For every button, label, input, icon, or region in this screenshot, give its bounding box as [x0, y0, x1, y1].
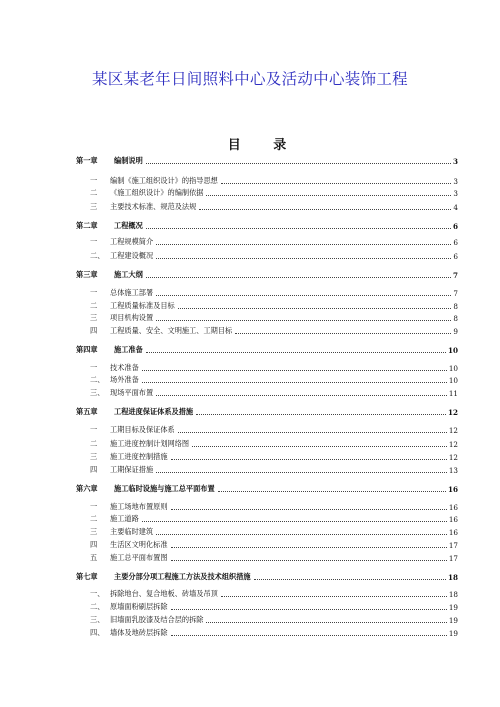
page-number: 3	[453, 189, 458, 198]
entry-label: 施工进度控制措施	[110, 452, 168, 461]
document-title: 某区某老年日间照料中心及活动中心装饰工程	[91, 70, 408, 88]
toc-section-entry[interactable]	[76, 425, 458, 435]
toc-section-entry[interactable]	[76, 439, 458, 449]
toc-section-entry[interactable]	[76, 176, 458, 186]
page-number: 16	[447, 485, 458, 494]
toc-section-entry[interactable]	[76, 251, 458, 261]
entry-number: 第四章	[76, 345, 98, 354]
entry-number: 四	[90, 540, 98, 549]
entry-label: 工程规模简介	[110, 237, 154, 246]
toc-section-entry[interactable]	[76, 301, 458, 311]
leader-dots	[156, 319, 451, 321]
leader-dots	[206, 194, 451, 196]
page-number: 18	[448, 590, 458, 599]
entry-label: 场外准备	[110, 375, 139, 384]
page-number: 8	[453, 302, 458, 311]
leader-dots	[171, 508, 447, 510]
leader-dots	[206, 621, 446, 623]
page-number: 13	[448, 466, 458, 475]
leader-dots	[171, 458, 447, 460]
page-number: 11	[448, 389, 458, 398]
entry-label: 墙体及地砖层拆除	[110, 628, 168, 637]
entry-number: 第三章	[76, 270, 98, 279]
toc-section-entry[interactable]	[76, 615, 458, 625]
leader-dots	[156, 294, 451, 296]
entry-number: 三	[90, 313, 98, 322]
page-number: 10	[447, 346, 458, 355]
entry-label: 施工进度控制计划网络图	[110, 439, 190, 448]
entry-label: 拆除地台、复合地板、砖墙及吊顶	[110, 589, 218, 598]
page-number: 7	[452, 271, 458, 280]
entry-number: 二、	[90, 251, 105, 260]
leader-dots	[156, 257, 451, 259]
page-number: 12	[448, 426, 458, 435]
entry-label: 工期目标及保证体系	[110, 425, 175, 434]
page-number: 6	[452, 222, 458, 231]
toc-chapter-entry[interactable]	[76, 484, 458, 494]
entry-number: 三	[90, 452, 98, 461]
entry-label: 施工临时设施与施工总平面布置	[114, 484, 215, 493]
page-number: 12	[447, 408, 458, 417]
page-number: 4	[453, 203, 458, 212]
entry-number: 三、	[90, 388, 105, 397]
leader-dots	[178, 431, 447, 433]
toc-section-entry[interactable]	[76, 375, 458, 385]
leader-dots	[171, 546, 447, 548]
entry-number: 第一章	[76, 156, 98, 165]
entry-label: 主要分部分项工程施工方法及技术组织措施	[114, 572, 251, 581]
leader-dots	[156, 471, 447, 473]
entry-number: 四	[90, 326, 98, 335]
entry-label: 工程概况	[114, 221, 143, 230]
entry-number: 三、	[90, 615, 105, 624]
leader-dots	[171, 634, 447, 636]
entry-number: 二	[90, 188, 98, 197]
entry-number: 二、	[90, 602, 105, 611]
toc-section-entry[interactable]	[76, 589, 458, 599]
page-number: 16	[448, 528, 458, 537]
entry-label: 施工场地布置原则	[110, 502, 168, 511]
page-number: 10	[448, 376, 458, 385]
entry-number: 二	[90, 439, 98, 448]
entry-label: 工程进度保证体系及措施	[114, 407, 194, 416]
entry-label: 工程建设概况	[110, 251, 154, 260]
toc-section-entry[interactable]	[76, 326, 458, 336]
leader-dots	[199, 208, 451, 210]
toc-section-entry[interactable]	[76, 540, 458, 550]
page-number: 17	[448, 541, 458, 550]
leader-dots	[142, 520, 447, 522]
leader-dots	[192, 445, 447, 447]
leader-dots	[221, 182, 452, 184]
page-number: 3	[452, 157, 458, 166]
toc-section-entry[interactable]	[76, 502, 458, 512]
toc-chapter-entry[interactable]	[76, 345, 458, 355]
entry-number: 二	[90, 514, 98, 523]
leader-dots	[221, 595, 447, 597]
toc-section-entry[interactable]	[76, 465, 458, 475]
entry-number: 第七章	[76, 572, 98, 581]
entry-number: 三	[90, 527, 98, 536]
page-number: 19	[448, 616, 458, 625]
entry-label: 施工总平面布置图	[110, 553, 168, 562]
entry-number: 一	[90, 176, 98, 185]
toc-chapter-entry[interactable]	[76, 407, 458, 417]
toc-section-entry[interactable]	[76, 288, 458, 298]
toc-section-entry[interactable]	[76, 313, 458, 323]
entry-number: 一	[90, 502, 98, 511]
entry-label: 主要临时建筑	[110, 527, 154, 536]
leader-dots	[218, 490, 446, 492]
leader-dots	[196, 413, 446, 415]
leader-dots	[146, 162, 451, 164]
toc-section-entry[interactable]	[76, 602, 458, 612]
entry-number: 三	[90, 202, 98, 211]
page-number: 18	[447, 573, 458, 582]
leader-dots	[146, 276, 451, 278]
entry-number: 第二章	[76, 221, 98, 230]
entry-number: 四	[90, 465, 98, 474]
entry-label: 总体施工部署	[110, 288, 154, 297]
entry-label: 《施工组织设计》的编制依据	[110, 188, 204, 197]
toc-chapter-entry[interactable]	[76, 156, 458, 166]
entry-number: 五	[90, 553, 98, 562]
toc-section-entry[interactable]	[76, 628, 458, 638]
entry-number: 二、	[90, 375, 105, 384]
entry-number: 一	[90, 425, 98, 434]
leader-dots	[146, 227, 451, 229]
page-number: 3	[453, 177, 458, 186]
entry-label: 现场平面布置	[110, 388, 154, 397]
leader-dots	[171, 608, 447, 610]
page-number: 12	[448, 440, 458, 449]
page-number: 8	[453, 314, 458, 323]
page-number: 16	[448, 515, 458, 524]
entry-label: 主要技术标准、规范及法规	[110, 202, 197, 211]
entry-label: 旧墙面乳胶漆及结合层的拆除	[110, 615, 204, 624]
entry-label: 工程质量、安全、文明施工、工期目标	[110, 326, 233, 335]
toc-heading: 目 录	[227, 138, 301, 153]
entry-number: 第五章	[76, 407, 98, 416]
toc-chapter-entry[interactable]	[76, 270, 458, 280]
toc-section-entry[interactable]	[76, 553, 458, 563]
toc-section-entry[interactable]	[76, 202, 458, 212]
page-number: 6	[453, 238, 458, 247]
page-number: 10	[448, 364, 458, 373]
entry-number: 一	[90, 363, 98, 372]
leader-dots	[178, 307, 452, 309]
entry-label: 生活区文明化标准	[110, 540, 168, 549]
entry-number: 一	[90, 288, 98, 297]
entry-number: 二	[90, 301, 98, 310]
page-number: 12	[448, 453, 458, 462]
entry-label: 工程质量标准及目标	[110, 301, 175, 310]
toc-section-entry[interactable]	[76, 188, 458, 198]
entry-label: 编制说明	[114, 156, 143, 165]
entry-label: 施工准备	[114, 345, 143, 354]
leader-dots	[146, 351, 446, 353]
leader-dots	[171, 559, 447, 561]
entry-number: 一	[90, 237, 98, 246]
toc-chapter-entry[interactable]	[76, 572, 458, 582]
toc-section-entry[interactable]	[76, 237, 458, 247]
leader-dots	[235, 332, 451, 334]
leader-dots	[156, 533, 447, 535]
toc-section-entry[interactable]	[76, 363, 458, 373]
entry-number: 第六章	[76, 484, 98, 493]
leader-dots	[156, 243, 451, 245]
leader-dots	[142, 369, 447, 371]
toc-section-entry[interactable]	[76, 514, 458, 524]
entry-label: 工期保证措施	[110, 465, 154, 474]
page-number: 7	[453, 289, 458, 298]
entry-number: 一、	[90, 589, 105, 598]
page-number: 17	[448, 554, 458, 563]
entry-label: 施工大纲	[114, 270, 143, 279]
page-number: 9	[453, 327, 458, 336]
entry-label: 技术准备	[110, 363, 139, 372]
entry-label: 项目机构设置	[110, 313, 154, 322]
toc-chapter-entry[interactable]	[76, 221, 458, 231]
toc-section-entry[interactable]	[76, 452, 458, 462]
entry-label: 编制《施工组织设计》的指导思想	[110, 176, 218, 185]
leader-dots	[156, 394, 447, 396]
toc-section-entry[interactable]	[76, 388, 458, 398]
page-number: 19	[448, 629, 458, 638]
page-number: 6	[453, 252, 458, 261]
leader-dots	[142, 381, 447, 383]
entry-label: 原墙面粉刷层拆除	[110, 602, 168, 611]
entry-label: 施工道路	[110, 514, 139, 523]
leader-dots	[254, 578, 446, 580]
entry-number: 四、	[90, 628, 105, 637]
toc-section-entry[interactable]	[76, 527, 458, 537]
page-number: 19	[448, 603, 458, 612]
page-number: 16	[448, 503, 458, 512]
